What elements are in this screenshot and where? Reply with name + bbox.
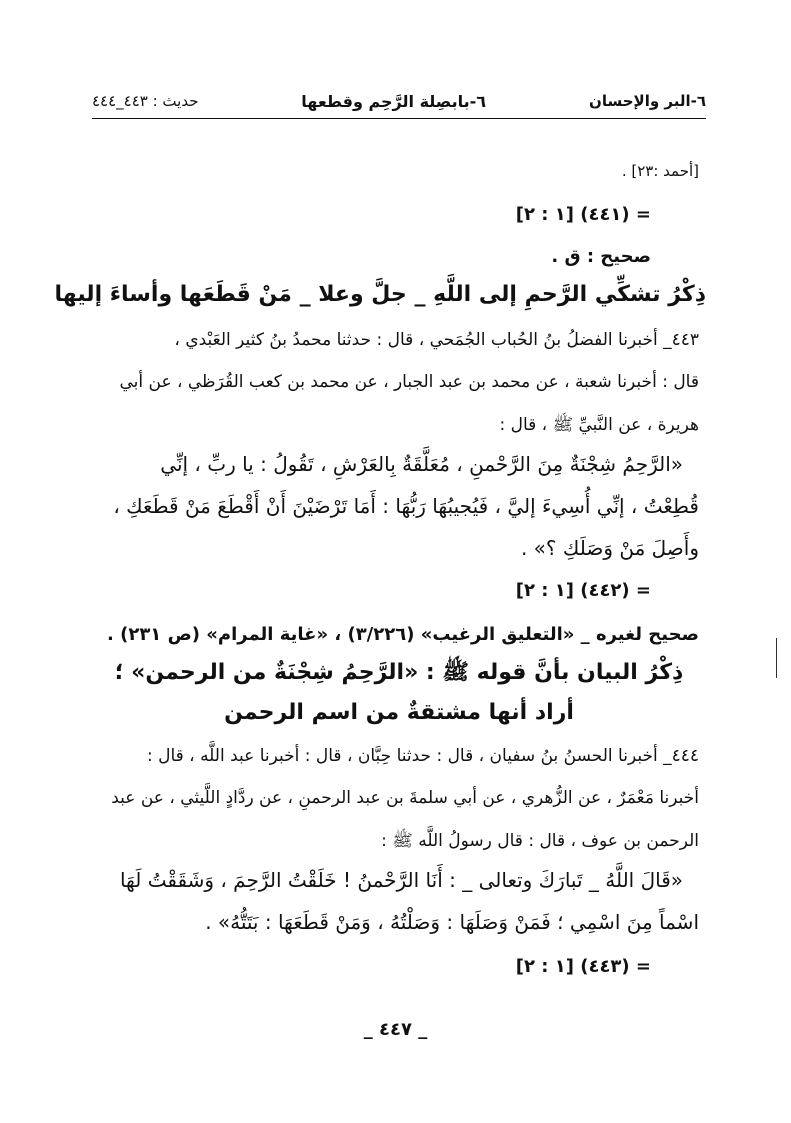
header-rule [92,118,706,119]
grade-442: صحيح لغيره _ «التعليق الرغيب» (٣/٢٢٦) ، «غاية المرام» (ص ٢٣١) . [106,624,699,645]
header-chapter: ٦-البر والإحسان [589,92,706,110]
scan-edge-mark [776,638,777,678]
isnad-443-line-1: ٤٤٣_ أخبرنا الفضلُ بنُ الحُباب الجُمَحي ، قال : حدثنا محمدُ بنُ كثير العَبْدي ، [174,330,699,350]
chapter-title-2-line-2: أراد أنها مشتقةٌ من اسم الرحمن [224,700,574,725]
isnad-443-line-2: قال : أخبرنا شعبة ، عن محمد بن عبد الجبار ، عن محمد بن كعب القُرَظي ، عن أبي [119,372,699,392]
isnad-444-line-2: أخبرنا مَعْمَرٌ ، عن الزُّهري ، عن أبي سلمةَ بن عبد الرحمنِ ، عن ردَّادٍ اللَّيثي ، عن عبد [111,788,699,808]
page-number: _ ٤٤٧ _ [363,1019,428,1040]
matn-443-line-3: وأَصِلَ مَنْ وَصَلَكِ ؟» . [520,536,699,560]
isnad-443-line-3: هريرة ، عن النَّبيِّ ﷺ ، قال : [499,415,699,435]
reference-prev: [أحمد :٢٣] . [621,162,699,180]
matn-443-line-2: قُطِعْتُ ، إنِّي أُسِيءَ إليَّ ، فَيُجيبُهَا رَبُّهَا : أَمَا تَرْضَيْنَ أَنْ أَقْطَعَ مَنْ قَطَعَكِ ، [113,494,699,518]
matn-443-line-1: «الرَّحِمُ شِجْنَةٌ مِنَ الرَّحْمنِ ، مُعَلَّقَةٌ بِالعَرْشِ ، تَقُولُ : يا ربِّ ، إنِّي [160,452,683,476]
matn-444-line-2: اسْماً مِنَ اسْمِي ؛ فَمَنْ وَصَلَهَا : وَصَلْتُهُ ، وَمَنْ قَطَعَهَا : بَتَتُّهُ» . [205,910,699,934]
grade-reference-441: = (٤٤١) [١ : ٢] [515,204,651,225]
grade-441: صحيح : ق . [551,246,651,267]
matn-444-line-1: «قَالَ اللَّهُ _ تَبارَكَ وتعالى _ : أَنَا الرَّحْمنُ ! خَلَقْتُ الرَّحِمَ ، وَشَقَقْتُ لَهَا [119,868,683,892]
header-section: ٦-بابصِلة الرَّحِم وقطعها [301,92,486,111]
running-header [92,88,706,116]
isnad-444-line-1: ٤٤٤_ أخبرنا الحسنُ بنُ سفيان ، قال : حدثنا حِبَّان ، قال : أخبرنا عبد اللَّه ، قال : [146,746,699,766]
chapter-title-1: ذِكْرُ تشكِّي الرَّحمِ إلى اللَّهِ _ جلَّ وعلا _ مَنْ قَطَعَها وأساءَ إليها [54,282,706,307]
isnad-444-line-3: الرحمن بن عوف ، قال : قال رسولُ اللَّه ﷺ : [381,831,699,851]
grade-reference-443: = (٤٤٣) [١ : ٢] [515,956,651,977]
grade-reference-442: = (٤٤٢) [١ : ٢] [515,580,651,601]
header-hadith-range: حديث : ٤٤٣_٤٤٤ [92,92,199,110]
chapter-title-2-line-1: ذِكْرُ البيان بأنَّ قوله ﷺ : «الرَّحِمُ شِجْنَةٌ من الرحمن» ؛ [114,660,684,685]
